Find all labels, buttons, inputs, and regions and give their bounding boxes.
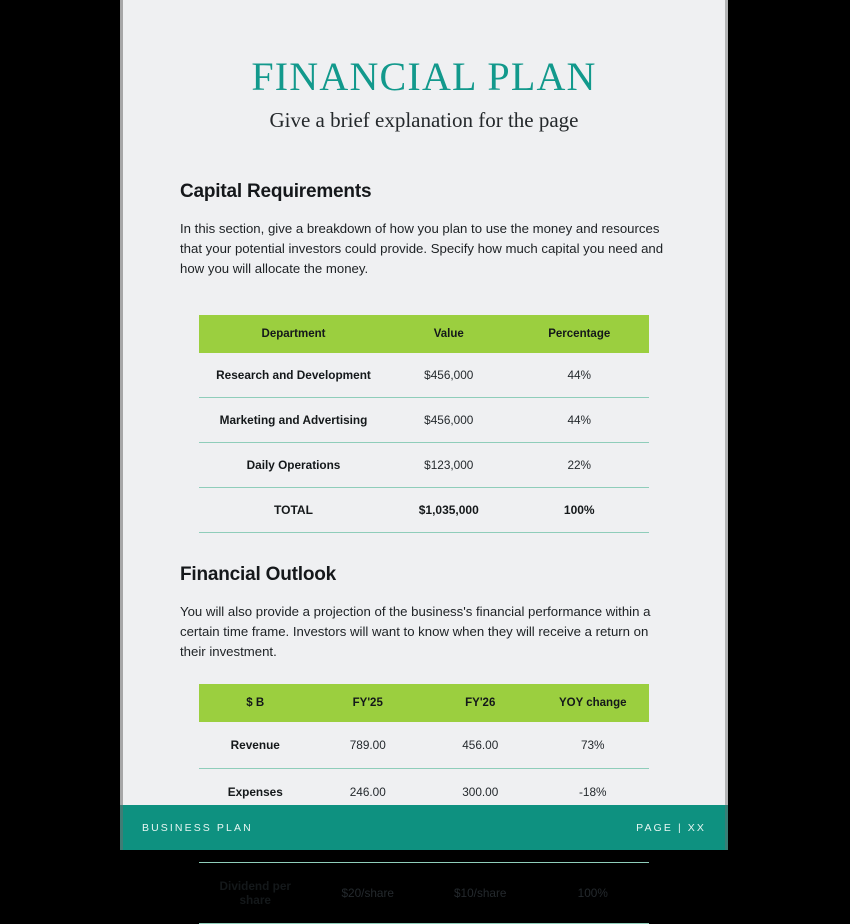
cell-metric: Dividend per share [199, 863, 312, 924]
cell-fy26: 300.00 [424, 769, 537, 816]
cell-yoy: 100% [537, 863, 650, 924]
column-header-fy26: FY'26 [424, 684, 537, 722]
section-financial-outlook [120, 533, 728, 662]
section-body-capital: In this section, give a breakdown of how you plan to use the money and resources that your potential investors could provide. Specify how much capital you need and how you will allocate the money. [180, 221, 664, 277]
cell-value: $456,000 [388, 353, 510, 398]
cell-department: Marketing and Advertising [199, 398, 388, 443]
table-row [199, 863, 649, 924]
cell-total-percentage: 100% [510, 488, 650, 533]
table-row [199, 398, 649, 443]
page-subtitle: Give a brief explanation for the page [269, 108, 579, 132]
cell-yoy: -18% [537, 769, 650, 816]
footer-brand-label: BUSINESS PLAN [142, 821, 253, 834]
cell-fy26: $10/share [424, 863, 537, 924]
cell-value: $123,000 [388, 443, 510, 488]
column-header-fy25: FY'25 [312, 684, 425, 722]
cell-fy25: 789.00 [312, 722, 425, 769]
section-heading-outlook: Financial Outlook [180, 564, 337, 586]
table-total-row [199, 488, 649, 533]
cell-metric: Revenue [199, 722, 312, 769]
table-row [199, 722, 649, 769]
page-edge-left [120, 0, 123, 850]
document-page [120, 0, 728, 908]
cell-metric: Expenses [199, 769, 312, 816]
cell-yoy: 73% [537, 722, 650, 769]
cell-value: $456,000 [388, 398, 510, 443]
page-edge-right [725, 0, 728, 850]
cell-fy26: 456.00 [424, 722, 537, 769]
table-row [199, 353, 649, 398]
cell-percentage: 44% [510, 398, 650, 443]
capital-requirements-table-block [199, 315, 649, 533]
column-header-yoy-change: YOY change [537, 684, 650, 722]
section-capital-requirements [120, 133, 728, 279]
cell-total-label: TOTAL [199, 488, 388, 533]
column-header-unit: $ B [199, 684, 312, 722]
footer-page-number: PAGE | XX [636, 821, 706, 834]
cell-department: Research and Development [199, 353, 388, 398]
table-header-row [199, 684, 649, 722]
page-footer [120, 805, 728, 850]
column-header-value: Value [388, 315, 510, 353]
table-header-row [199, 315, 649, 353]
cell-percentage: 22% [510, 443, 650, 488]
section-body-outlook: You will also provide a projection of the business's financial performance within a certain time frame. Investors will want to know when they will receive a return on their investment. [180, 604, 651, 660]
cell-percentage: 44% [510, 353, 650, 398]
capital-requirements-table [199, 315, 649, 533]
cell-fy25: $20/share [312, 863, 425, 924]
cell-fy25: 246.00 [312, 769, 425, 816]
cell-department: Daily Operations [199, 443, 388, 488]
table-row [199, 443, 649, 488]
page-title: FINANCIAL PLAN [251, 54, 597, 99]
page-content [120, 0, 728, 924]
section-heading-capital: Capital Requirements [180, 181, 372, 202]
column-header-percentage: Percentage [510, 315, 650, 353]
column-header-department: Department [199, 315, 388, 353]
cell-total-value: $1,035,000 [388, 488, 510, 533]
